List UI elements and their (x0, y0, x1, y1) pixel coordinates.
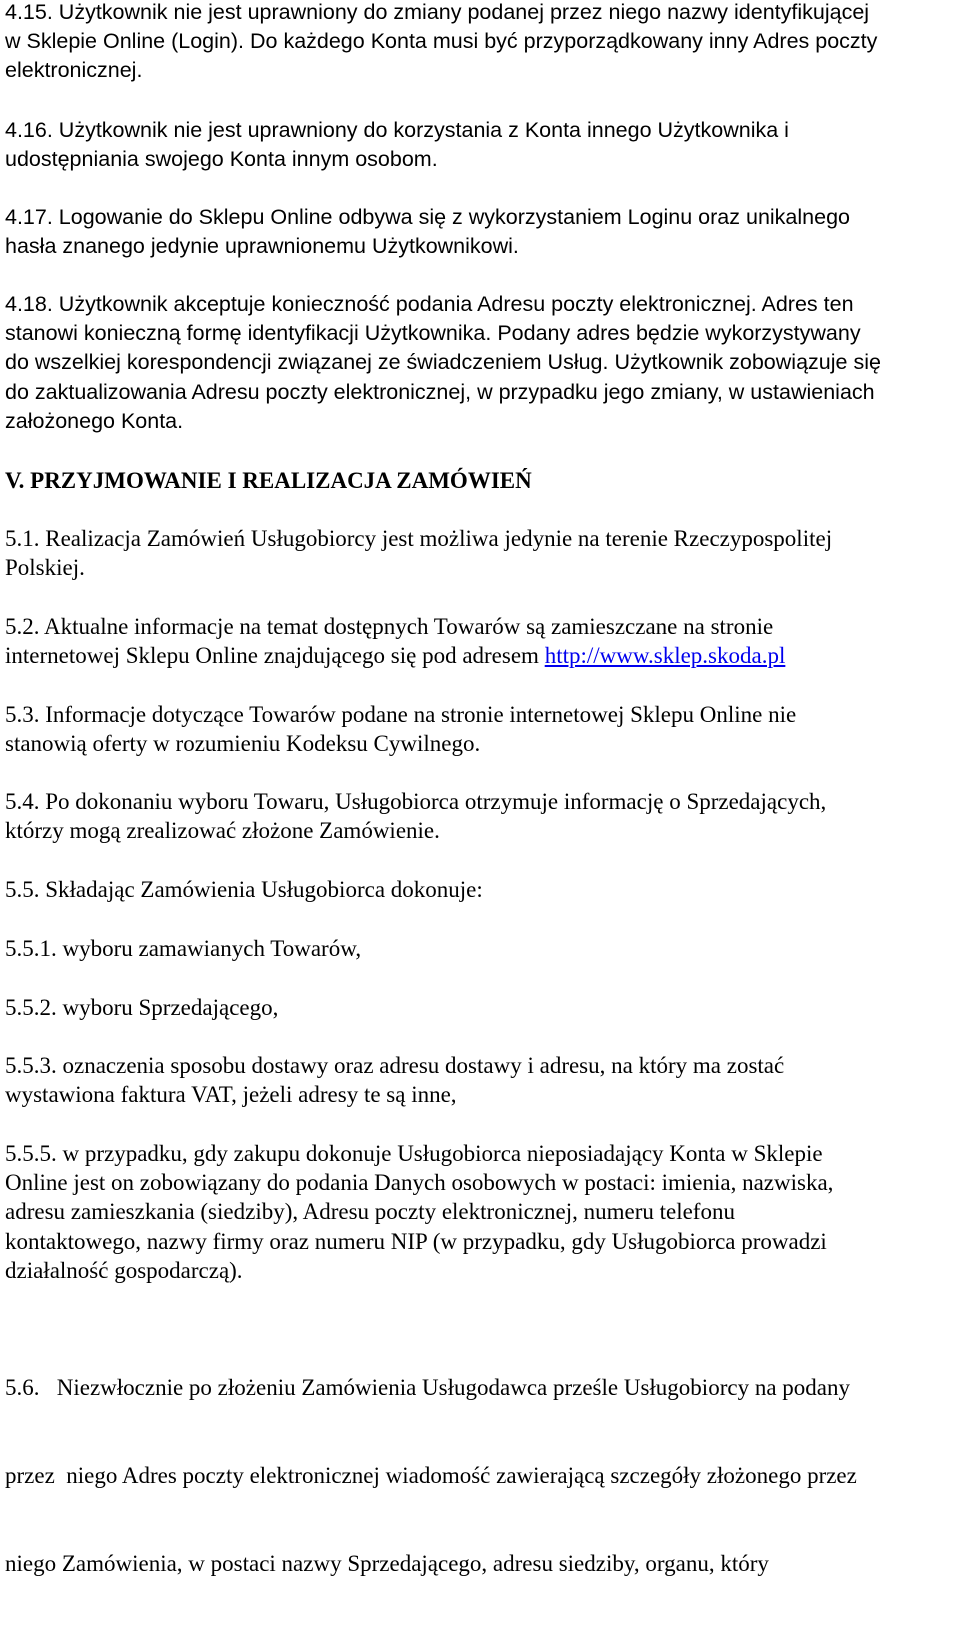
paragraph-line: 4.18. Użytkownik akceptuje konieczność podania Adresu poczty elektronicznej. Adres ten (5, 292, 854, 316)
paragraph-line: którzy mogą zrealizować złożone Zamówienie. (5, 818, 440, 844)
paragraph-4-16 (5, 116, 789, 174)
paragraph-line: stanowią oferty w rozumieniu Kodeksu Cywilnego. (5, 731, 481, 757)
paragraph-line: 5.4. Po dokonaniu wyboru Towaru, Usługobiorca otrzymuje informację o Sprzedających, (5, 789, 827, 814)
paragraph-4-17 (5, 203, 850, 261)
paragraph-line: 4.17. Logowanie do Sklepu Online odbywa się z wykorzystaniem Loginu oraz unikalnego (5, 205, 850, 229)
paragraph-line: 5.5.5. w przypadku, gdy zakupu dokonuje Usługobiorca nieposiadający Konta w Sklepie (5, 1141, 823, 1166)
paragraph-line: udostępniania swojego Konta innym osobom. (5, 147, 438, 172)
paragraph-line: działalność gospodarczą). (5, 1257, 243, 1283)
paragraph-line: w Sklepie Online (Login). Do każdego Konta musi być przyporządkowany inny Adres poczty (5, 29, 878, 54)
shop-url-link[interactable]: http://www.sklep.skoda.pl (544, 643, 786, 669)
paragraph-line: 4.15. Użytkownik nie jest uprawniony do zmiany podanej przez niego nazwy identyfikującej (5, 0, 870, 24)
paragraph-5-5-2: 5.5.2. wyboru Sprzedającego, (5, 995, 279, 1020)
paragraph-5-4 (5, 787, 826, 845)
paragraph-5-2 (5, 612, 785, 670)
paragraph-5-3 (5, 700, 796, 758)
paragraph-line: Polskiej. (5, 555, 85, 581)
paragraph-5-5-3 (5, 1051, 784, 1109)
paragraph-line: 4.16. Użytkownik nie jest uprawniony do korzystania z Konta innego Użytkownika i (5, 118, 789, 142)
paragraph-line: 5.3. Informacje dotyczące Towarów podane na stronie internetowej Sklepu Online nie (5, 702, 797, 727)
paragraph-line: 5.5.3. oznaczenia sposobu dostawy oraz adresu dostawy i adresu, na który ma zostać (5, 1053, 785, 1078)
paragraph-line: 5.1. Realizacja Zamówień Usługobiorcy jest możliwa jedynie na terenie Rzeczypospolitej (5, 526, 833, 551)
paragraph-line: elektronicznej. (5, 58, 143, 83)
paragraph-5-5-5 (5, 1139, 833, 1285)
paragraph-line: kontaktowego, nazwy firmy oraz numeru NIP (w przypadku, gdy Usługobiorca prowadzi (5, 1228, 827, 1254)
paragraph-line: Online jest on zobowiązany do podania Danych osobowych w postaci: imienia, nazwiska, (5, 1170, 834, 1196)
section-v-heading: V. PRZYJMOWANIE I REALIZACJA ZAMÓWIEŃ (5, 468, 532, 493)
paragraph-line: adresu zamieszkania (siedziby), Adresu poczty elektronicznej, numeru telefonu (5, 1199, 735, 1225)
paragraph-5-6 (5, 1315, 857, 1636)
paragraph-5-1 (5, 524, 832, 582)
paragraph-line: założonego Konta. (5, 408, 184, 433)
paragraph-line: przez niego Adres poczty elektronicznej wiadomość zawierającą szczegóły złożonego przez (5, 1463, 857, 1489)
paragraph-4-15 (5, 0, 877, 86)
paragraph-text: internetowej Sklepu Online znajdującego się pod adresem (5, 643, 545, 669)
paragraph-line: niego Zamówienia, w postaci nazwy Sprzedającego, adresu siedziby, organu, który (5, 1550, 769, 1576)
paragraph-4-18 (5, 290, 881, 436)
paragraph-line (5, 641, 785, 670)
paragraph-line: wystawiona faktura VAT, jeżeli adresy te są inne, (5, 1082, 457, 1108)
paragraph-line: stanowi konieczną formę identyfikacji Użytkownika. Podany adres będzie wykorzystywany (5, 321, 861, 346)
paragraph-line: hasła znanego jedynie uprawnionemu Użytkownikowi. (5, 234, 519, 259)
paragraph-line: 5.6. Niezwłocznie po złożeniu Zamówienia Usługodawca prześle Usługobiorcy na podany (5, 1375, 850, 1401)
paragraph-5-5-1: 5.5.1. wyboru zamawianych Towarów, (5, 936, 362, 961)
paragraph-line: 5.2. Aktualne informacje na temat dostępnych Towarów są zamieszczane na stronie (5, 614, 774, 639)
paragraph-line: do zaktualizowania Adresu poczty elektronicznej, w przypadku jego zmiany, w ustawieniach (5, 379, 875, 404)
paragraph-5-5: 5.5. Składając Zamówienia Usługobiorca dokonuje: (5, 877, 483, 902)
paragraph-line: do wszelkiej korespondencji związanej ze świadczeniem Usług. Użytkownik zobowiązuje się (5, 350, 881, 375)
